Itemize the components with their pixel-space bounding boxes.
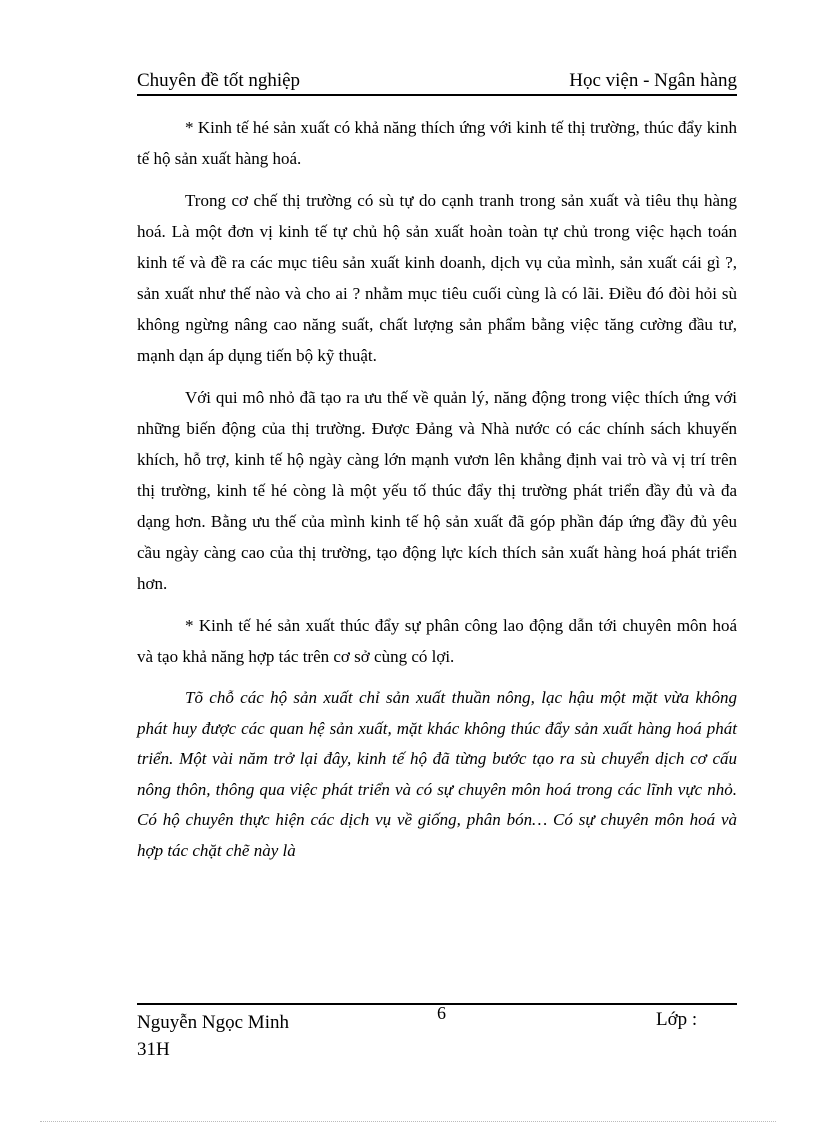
paragraph-1: * Kinh tế hé sản xuất có khả năng thích ứng với kinh tế thị trường, thúc đẩy kinh tế hộ sản xuất hàng hoá. bbox=[137, 118, 737, 168]
paragraph-4: * Kinh tế hé sản xuất thúc đẩy sự phân công lao động dẫn tới chuyên môn hoá và tạo khả năng hợp tác trên cơ sở cùng có lợi. bbox=[137, 616, 737, 666]
footer-author-name: Nguyễn Ngọc Minh bbox=[137, 1012, 289, 1033]
paragraph-italic: Tõ chỗ các hộ sản xuất chỉ sản xuất thuần nông, lạc hậu một mặt vừa không phát huy được các quan hệ sản xuất, mặt khác không thúc đẩy sản xuất hàng hoá phát triển. Một vài năm trở lại đây, kinh tế hộ đã từng bước tạo ra sù chuyển dịch cơ cấu nông thôn, thông qua việc phát triển và có sự chuyên môn hoá trong các lĩnh vực nhỏ. Có hộ chuyên thực hiện các dịch vụ về giống, phân bón… Có sự chuyên môn hoá và hợp tác chặt chẽ này là bbox=[137, 688, 737, 860]
footer-author-class-code: 31H bbox=[137, 1039, 170, 1060]
page-bottom-divider bbox=[40, 1121, 776, 1122]
page-header bbox=[137, 68, 737, 96]
page-number: 6 bbox=[437, 1003, 446, 1023]
footer-author bbox=[137, 1009, 289, 1063]
header-document-type: Chuyên đề tốt nghiệp bbox=[137, 70, 301, 91]
paragraph-3: Với qui mô nhỏ đã tạo ra ưu thế về quản lý, năng động trong việc thích ứng với những biến động của thị trường. Được Đảng và Nhà nước có các chính sách khuyến khích, hỗ trợ, kinh tế hộ ngày càng lớn mạnh vươn lên khẳng định vai trò và vị trí trên thị trường, kinh tế hé còng là một yếu tố thúc đẩy thị trường phát triển đầy đủ và đa dạng hơn. Bằng ưu thế của mình kinh tế hộ sản xuất đã góp phần đáp ứng đầy đủ yêu cầu ngày càng cao của thị trường, tạo động lực kích thích sản xuất hàng hoá phát triển hơn. bbox=[137, 388, 737, 593]
footer-class-label: Lớp : bbox=[656, 1009, 698, 1030]
paragraph-2: Trong cơ chế thị trường có sù tự do cạnh tranh trong sản xuất và tiêu thụ hàng hoá. Là một đơn vị kinh tế tự chủ hộ sản xuất hoàn toàn tự chủ trong việc hạch toán kinh tế và đề ra các mục tiêu sản xuất kinh doanh, dịch vụ của mình, sản xuất cái gì ?, sản xuất như thế nào và cho ai ? nhằm mục tiêu cuối cùng là có lãi. Điều đó đòi hỏi sù không ngừng nâng cao năng suất, chất lượng sản phẩm bằng việc tăng cường đầu tư, mạnh dạn áp dụng tiến bộ kỹ thuật. bbox=[137, 191, 737, 365]
document-body bbox=[137, 112, 737, 866]
page-footer bbox=[137, 1003, 737, 1060]
header-institution: Học viện - Ngân hàng bbox=[569, 70, 737, 91]
